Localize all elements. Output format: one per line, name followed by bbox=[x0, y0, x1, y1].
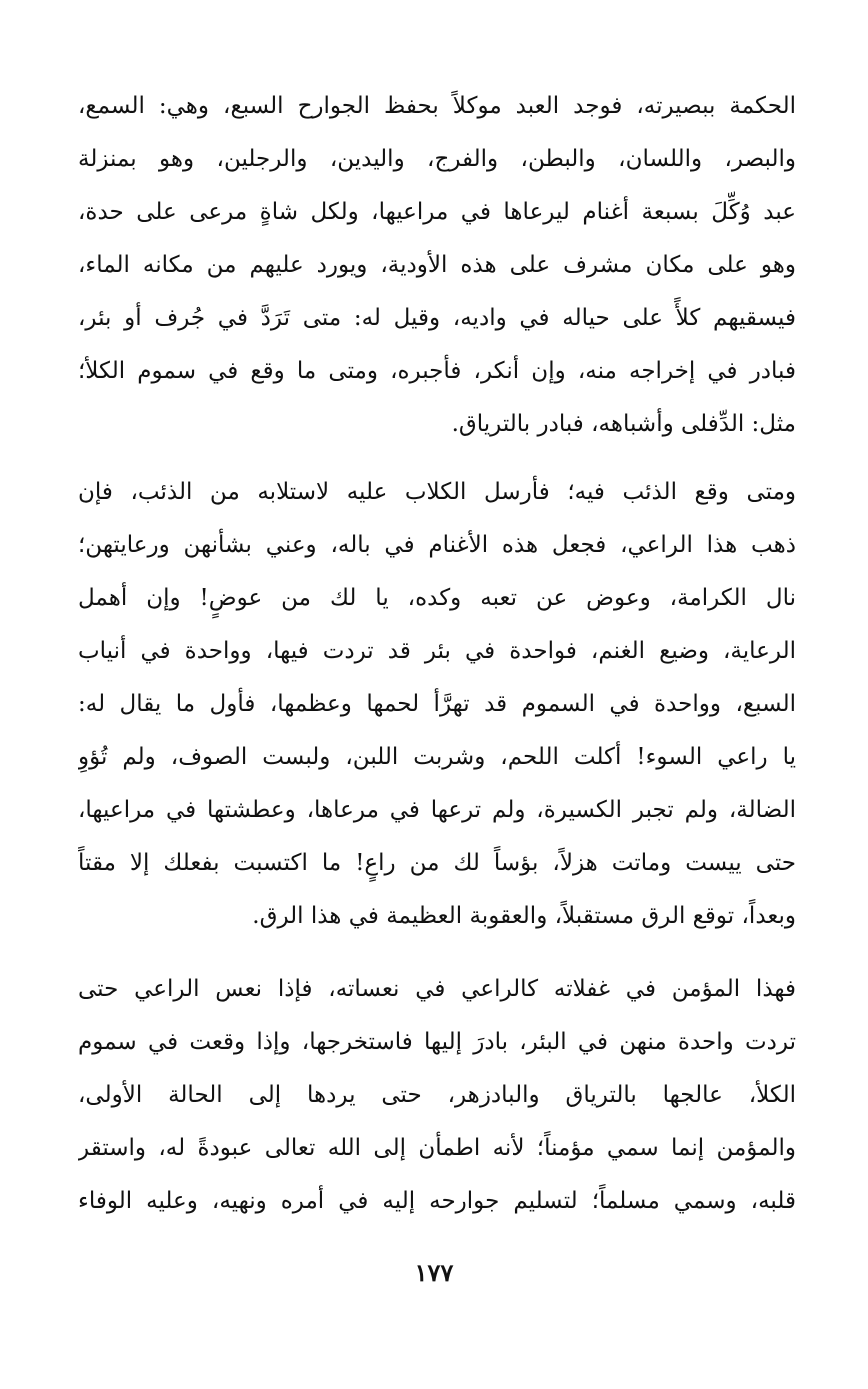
text-line: وهو على مكان مشرف على هذه الأودية، ويورد عليهم من مكانه الماء، bbox=[78, 252, 796, 278]
text-line: فيسقيهم كلأً على حياله في واديه، وقيل له: متى تَرَدَّ في جُرف أو بئر، bbox=[78, 305, 796, 331]
text-line: ومتى وقع الذئب فيه؛ فأرسل الكلاب عليه لاستلابه من الذئب، فإن bbox=[78, 479, 796, 505]
text-line: عبد وُكِّلَ بسبعة أغنام ليرعاها في مراعيها، ولكل شاةٍ مرعى على حدة، bbox=[78, 199, 796, 225]
text-line: حتى ييست وماتت هزلاً، بؤساً لك من راعٍ! ما اكتسبت بفعلك إلا مقتاً bbox=[78, 850, 796, 876]
text-line: يا راعي السوء! أكلت اللحم، وشربت اللبن، ولبست الصوف، ولم تُؤوِ bbox=[78, 744, 796, 770]
text-line: الرعاية، وضيع الغنم، فواحدة في بئر قد تردت فيها، وواحدة في أنياب bbox=[78, 638, 796, 664]
text-line: الكلأ، عالجها بالترياق والبادزهر، حتى يردها إلى الحالة الأولى، bbox=[78, 1082, 796, 1108]
paragraph-3 bbox=[78, 963, 796, 1228]
text-line: فهذا المؤمن في غفلاته كالراعي في نعساته، فإذا نعس الراعي حتى bbox=[78, 976, 796, 1002]
text-line: فبادر في إخراجه منه، وإن أنكر، فأجبره، ومتى ما وقع في سموم الكلأ؛ bbox=[78, 358, 796, 384]
text-line: الحكمة ببصيرته، فوجد العبد موكلاً بحفظ الجوارح السبع، وهي: السمع، bbox=[78, 93, 796, 119]
page-number: ١٧٧ bbox=[414, 1258, 454, 1287]
text-line: الضالة، ولم تجبر الكسيرة، ولم ترعها في مرعاها، وعطشتها في مراعيها، bbox=[78, 797, 796, 823]
text-line: والمؤمن إنما سمي مؤمناً؛ لأنه اطمأن إلى الله تعالى عبودةً له، واستقر bbox=[78, 1135, 796, 1161]
text-line: السبع، وواحدة في السموم قد تهرَّأ لحمها وعظمها، فأول ما يقال له: bbox=[78, 691, 796, 717]
text-line: نال الكرامة، وعوض عن تعبه وكده، يا لك من عوضٍ! وإن أهمل bbox=[78, 585, 796, 611]
text-line: وبعداً، توقع الرق مستقبلاً، والعقوبة العظيمة في هذا الرق. bbox=[252, 903, 796, 929]
text-line: مثل: الدِّفلى وأشباهه، فبادر بالترياق. bbox=[451, 411, 796, 437]
paragraph-1 bbox=[78, 80, 796, 451]
text-line: والبصر، واللسان، والبطن، والفرج، واليدين، والرجلين، وهو بمنزلة bbox=[78, 146, 796, 172]
text-line: تردت واحدة منهن في البئر، بادرَ إليها فاستخرجها، وإذا وقعت في سموم bbox=[78, 1029, 796, 1055]
paragraph-2 bbox=[78, 466, 796, 943]
text-line: ذهب هذا الراعي، فجعل هذه الأغنام في باله، وعني بشأنهن ورعايتهن؛ bbox=[78, 532, 796, 558]
text-line: قلبه، وسمي مسلماً؛ لتسليم جوارحه إليه في أمره ونهيه، وعليه الوفاء bbox=[78, 1188, 796, 1214]
